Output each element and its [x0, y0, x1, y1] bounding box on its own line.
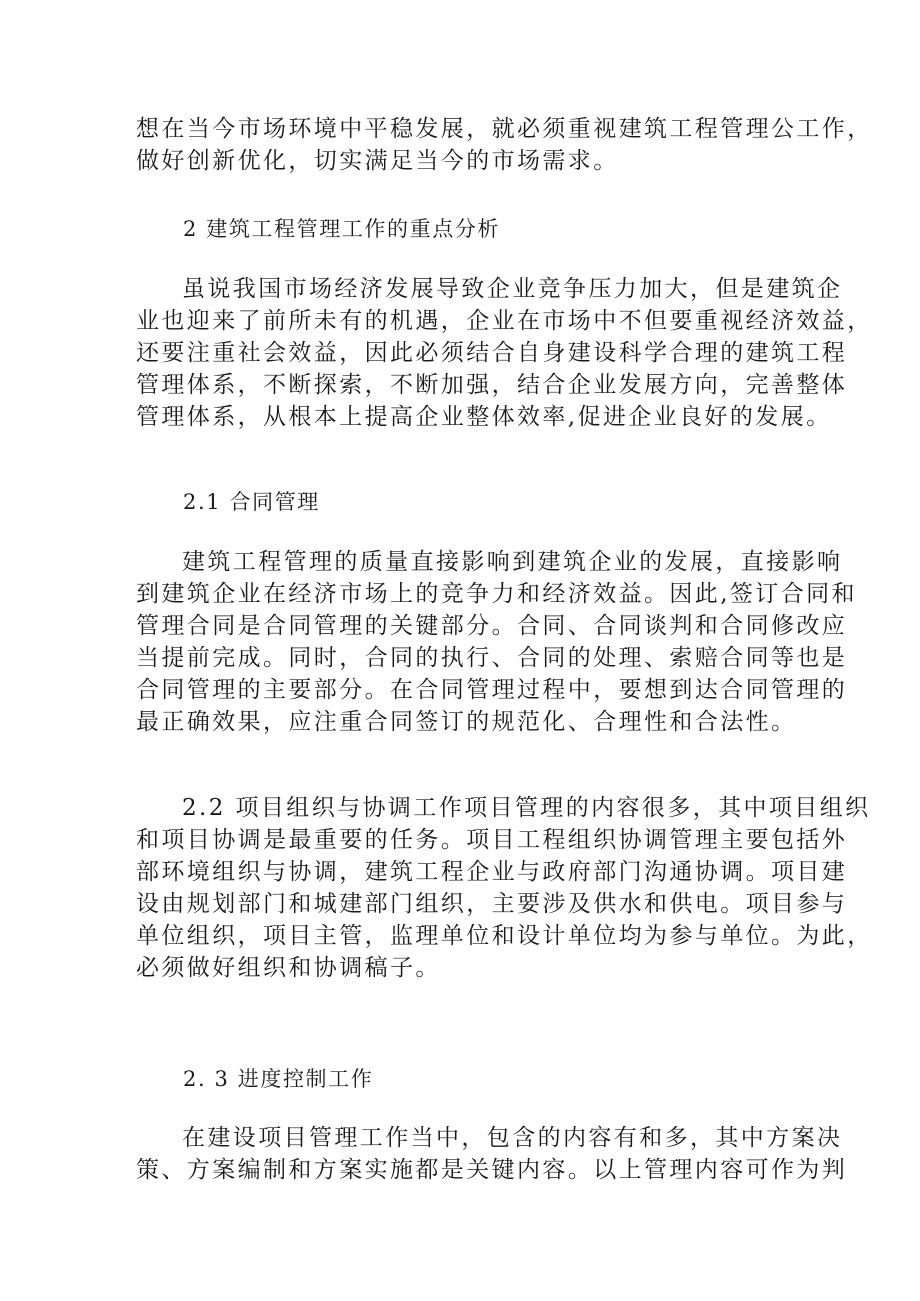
- text-line: 和项目协调是最重要的任务。项目工程组织协调管理主要包括外: [136, 827, 848, 853]
- section-heading-2-3: 2. 3 进度控制工作: [183, 1067, 374, 1091]
- text-line: 管理体系，不断探索，不断加强，结合企业发展方向，完善整体: [136, 372, 848, 398]
- text-line: 必须做好组织和协调稿子。: [136, 955, 441, 981]
- paragraph-project-coordination: [136, 792, 873, 984]
- text-line: 合同管理的主要部分。在合同管理过程中，要想到达合同管理的: [136, 677, 848, 703]
- text-line: 2.2 项目组织与协调工作项目管理的内容很多，其中项目组织: [182, 795, 871, 821]
- paragraph-intro-continuation: [136, 113, 873, 177]
- text-line: 当提前完成。同时，合同的执行、合同的处理、索赔合同等也是: [136, 645, 848, 671]
- text-line: 建筑工程管理的质量直接影响到建筑企业的发展，直接影响: [182, 549, 843, 575]
- text-line: 业也迎来了前所未有的机遇，企业在市场中不但要重视经济效益，: [136, 308, 873, 334]
- text-line: 部环境组织与协调，建筑工程企业与政府部门沟通协调。项目建: [136, 859, 848, 885]
- text-line: 虽说我国市场经济发展导致企业竞争压力加大，但是建筑企: [182, 276, 843, 302]
- text-line: 还要注重社会效益，因此必须结合自身建设科学合理的建筑工程: [136, 340, 848, 366]
- text-line: 管理合同是合同管理的关键部分。合同、合同谈判和合同修改应: [136, 613, 848, 639]
- text-line: 到建筑企业在经济市场上的竞争力和经济效益。因此,签订合同和: [136, 581, 857, 607]
- section-heading-2-1: 2.1 合同管理: [183, 490, 320, 514]
- paragraph-section-2: [136, 273, 873, 433]
- text-line: 想在当今市场环境中平稳发展，就必须重视建筑工程管理公工作，: [136, 116, 873, 142]
- paragraph-contract-management: [136, 546, 857, 738]
- text-line: 策、方案编制和方案实施都是关键内容。以上管理内容可作为判: [136, 1157, 848, 1183]
- paragraph-progress-control: [136, 1122, 848, 1186]
- text-line: 设由规划部门和城建部门组织，主要涉及供水和供电。项目参与: [136, 891, 848, 917]
- text-line: 做好创新优化，切实满足当今的市场需求。: [136, 148, 619, 174]
- text-line: 单位组织，项目主管，监理单位和设计单位均为参与单位。为此，: [136, 923, 873, 949]
- section-heading-2: 2 建筑工程管理工作的重点分析: [183, 217, 501, 241]
- text-line: 最正确效果，应注重合同签订的规范化、合理性和合法性。: [136, 709, 797, 735]
- text-line: 在建设项目管理工作当中，包含的内容有和多，其中方案决: [182, 1125, 843, 1151]
- text-line: 管理体系，从根本上提高企业整体效率,促进企业良好的发展。: [136, 404, 832, 430]
